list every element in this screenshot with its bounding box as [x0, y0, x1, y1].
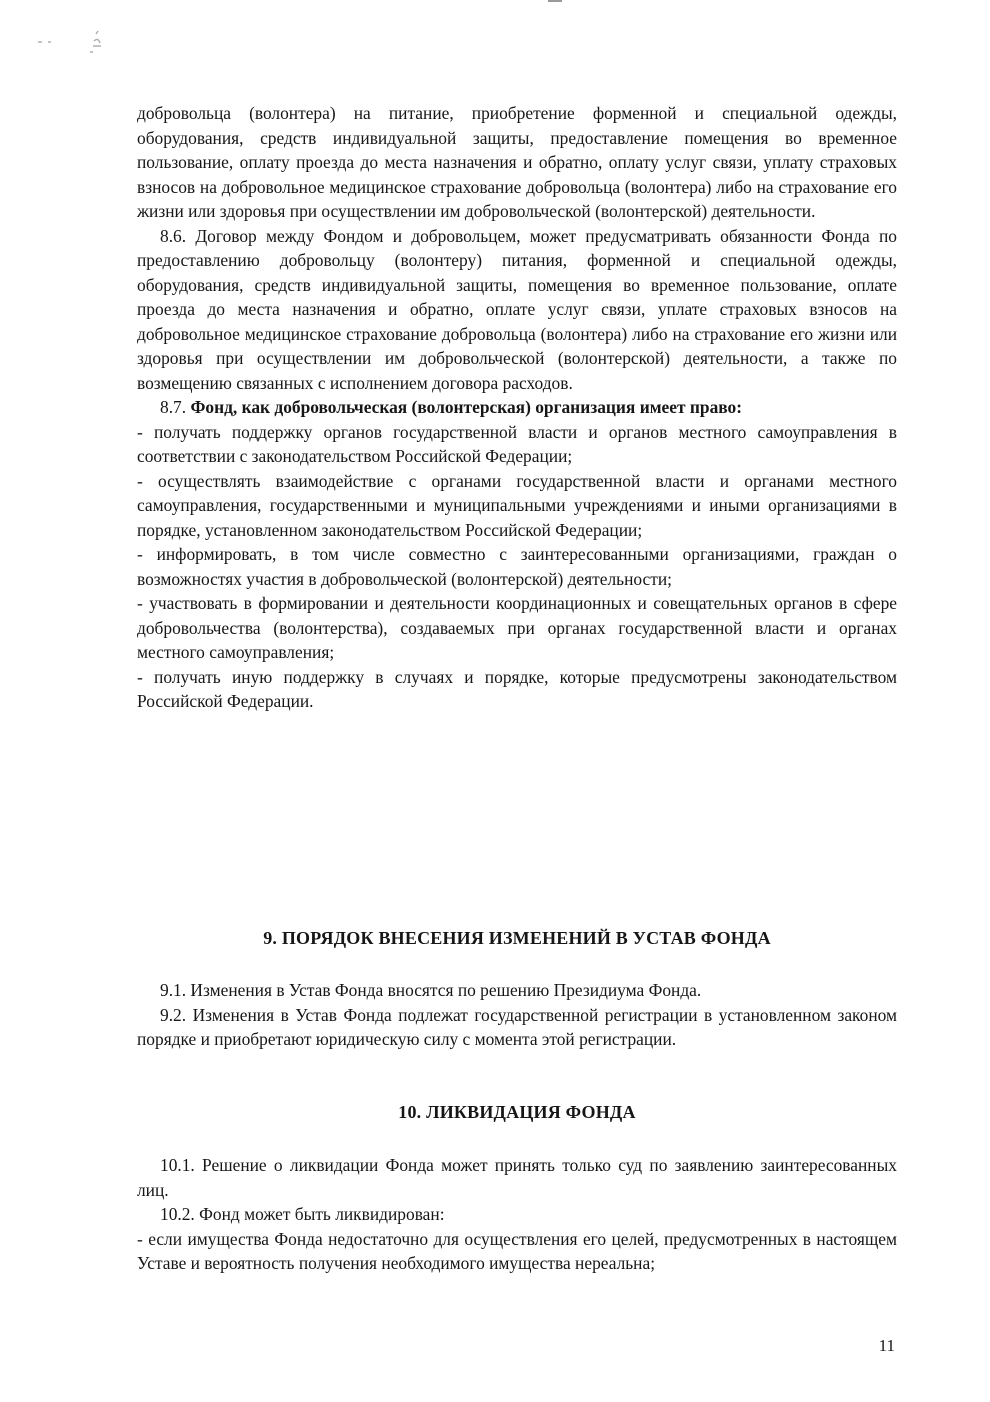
- right-item-5: - получать иную поддержку в случаях и порядке, которые предусмотрены законодательством Российской Федерации.: [137, 666, 897, 711]
- paragraph-8-7-title: Фонд, как добровольческая (волонтерская) организация имеет право:: [190, 397, 743, 417]
- paragraph-8-5-tail: добровольца (волонтера) на питание, приобретение форменной и специальной одежды, оборудования, средств индивидуальной защиты, предоставление помещения во временное пользование, оплату проезда до места назначения и обратно, оплату услуг связи, уплату страховых взносов на добровольное медицинское страхование добровольца (волонтера) либо на страхование его жизни или здоровья при осуществлении им добровольческой (волонтерской) деятельности.: [137, 103, 897, 221]
- right-item-1: - получать поддержку органов государственной власти и органов местного самоуправления в соответствии с законодательством Российской Федерации;: [137, 421, 897, 466]
- scan-artifact-mark: [30, 24, 120, 64]
- paragraph-10-1: 10.1. Решение о ликвидации Фонда может принять только суд по заявлению заинтересованных лиц.: [137, 1155, 897, 1200]
- right-item-4: - участвовать в формировании и деятельности координационных и совещательных органов в сфере добровольчества (волонтерства), создаваемых при органах государственной власти и органах местного самоуправления;: [137, 593, 897, 662]
- paragraph-10-2: 10.2. Фонд может быть ликвидирован:: [160, 1204, 445, 1224]
- right-item-2: - осуществлять взаимодействие с органами государственной власти и органами местного самоуправления, государственными и муниципальными учреждениями и иными организациями в порядке, установленном законодательством Российской Федерации;: [137, 470, 897, 540]
- section-10-body: [137, 1153, 897, 1276]
- section-8-continued: [137, 101, 897, 714]
- paragraph-9-2: 9.2. Изменения в Устав Фонда подлежат государственной регистрации в установленном законом порядке и приобретают юридическую силу с момента этой регистрации.: [137, 1004, 897, 1049]
- paragraph-10-2-item-1: - если имущества Фонда недостаточно для осуществления его целей, предусмотренных в настоящем Уставе и вероятность получения необходимого имущества нереальна;: [137, 1228, 897, 1273]
- paragraph-8-6: 8.6. Договор между Фондом и добровольцем, может предусматривать обязанности Фонда по предоставлению добровольцу (волонтеру) питания, форменной и специальной одежды, оборудования, средств индивидуальной защиты, помещения во временное пользование, оплате проезда до места назначения и обратно, оплате услуг связи, уплате страховых взносов на добровольное медицинское страхование добровольца (волонтера) либо на страхование его жизни или здоровья при осуществлении им добровольческой (волонтерской) деятельности, а также по возмещению связанных с исполнением договора расходов.: [137, 225, 897, 393]
- scan-edge-mark: [548, 0, 562, 2]
- paragraph-8-7-number: 8.7.: [160, 397, 191, 417]
- section-9-heading: 9. ПОРЯДОК ВНЕСЕНИЯ ИЗМЕНЕНИЙ В УСТАВ ФОНДА: [263, 928, 771, 948]
- section-9-body: [137, 978, 897, 1052]
- section-10-heading: 10. ЛИКВИДАЦИЯ ФОНДА: [398, 1102, 636, 1122]
- right-item-3: - информировать, в том числе совместно с заинтересованными организациями, граждан о возможностях участия в добровольческой (волонтерской) деятельности;: [137, 544, 897, 589]
- paragraph-8-7: [137, 395, 897, 420]
- page-number: 11: [878, 1336, 895, 1355]
- paragraph-9-1: 9.1. Изменения в Устав Фонда вносятся по решению Президиума Фонда.: [160, 980, 702, 1000]
